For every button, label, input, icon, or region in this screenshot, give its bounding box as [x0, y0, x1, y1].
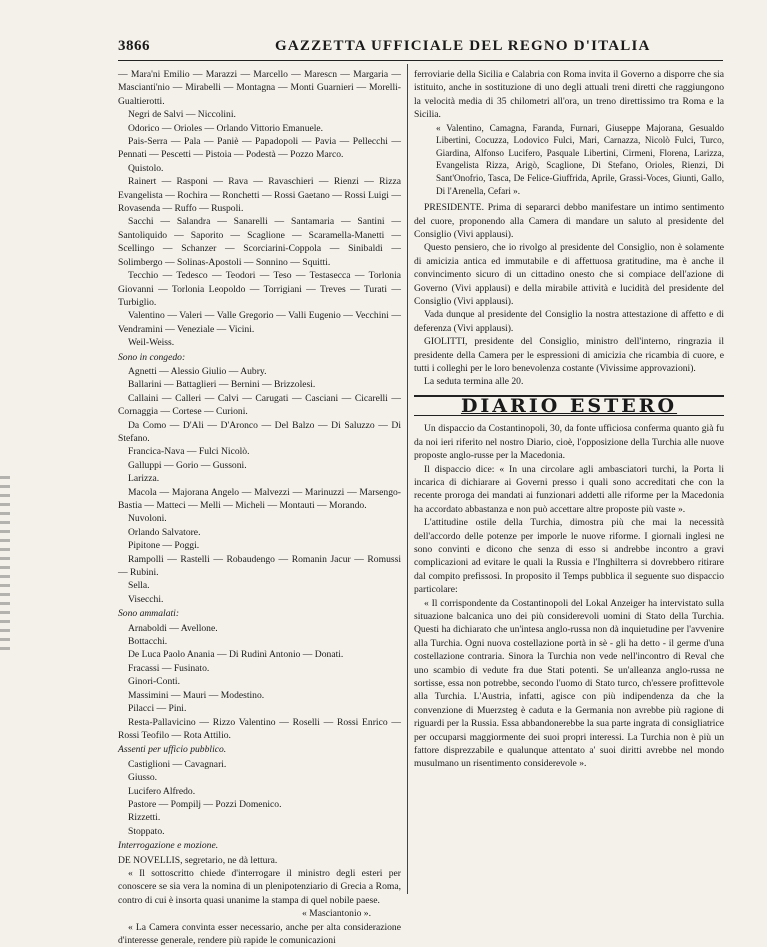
ammalati-line: Ginori-Conti.: [128, 676, 180, 688]
diario-paragraph: L'attitudine ostile della Turchia, dimostra più che mai la necessità dell'accordo delle potenze per imporle le nuove riforme. I giornali inglesi ne sono convinti e dicono che senza di esso si andrebbe incontro a gravi complicazioni ad evitare le quali la Russia e l'Inghilterra si dovrebbero ritirare dal compito prefissosi. In proposito il Temps pubblica il seguente suo dispaccio particolare:: [414, 517, 724, 596]
diario-paragraph: « Il corrispondente da Costantinopoli del Lokal Anzeiger ha intervistato sulla situazione balcanica uno dei più considerevoli uomini di Stato della Turchia. Questi ha dichiarato che un'intesa anglo-russa non dà inquietudine per l'avvenire alla Turchia. Ogni nuova costellazione portà in sè - gli ha detto - il germe d'una costellazione contraria. Sinora la Turchia non vede nell'incontro di Reval che uno scambio di vedute fra due Stati potenti. Se un'alleanza anglo-russa ne sortisse, essa non potrebbe, secondo l'uomo di Stato turco, ch'essere profittevole alla Turchia. L'Austria, infatti, agisce con più indipendenza da che la convenzione di Muerzsteg è caduta e la Germania non avrebbe più ragione di riguardi per la Russia. Essa abbandonerebbe la sua parte ingrata di consigliatrice per occuparsi maggiormente dei suoi propri interessi. La Turchia non è più un fattore disprezzabile e qualunque attentato a' suoi diritti avrebbe nel mondo musulmano un risentimento considerevole ».: [414, 597, 724, 770]
ammalati-line: Fracassi — Fusinato.: [128, 662, 210, 674]
president-paragraph: PRESIDENTE. Prima di separarci debbo manifestare un intimo sentimento del cuore, proponendo alla Camera di mandare un saluto al presidente del Consiglio (Vivi applausi).: [414, 202, 724, 240]
ammalati-line: Massimini — Mauri — Modestino.: [128, 689, 265, 701]
interrogazione-line: DE NOVELLIS, segretario, ne dà lettura.: [118, 854, 278, 866]
page-header: [0, 0, 767, 54]
ammalati-line: Pilacci — Pini.: [128, 703, 187, 715]
ammalati-line: Arnaboldi — Avellone.: [128, 622, 218, 634]
column-divider: [407, 64, 408, 894]
congedo-line: Callaini — Calleri — Calvi — Carugati — Casciani — Cicarelli — Cornaggia — Cortese — Curioni.: [118, 392, 401, 418]
congedo-line: Pipitone — Poggi.: [128, 540, 200, 552]
assenti-line: Lucifero Alfredo.: [128, 785, 196, 797]
name-list-line: Tecchio — Tedesco — Teodori — Teso — Testasecca — Torlonia Giovanni — Torlonia Leopoldo — Torrigiani — Treves — Turati — Turbiglio.: [118, 270, 401, 308]
session-closing: La seduta termina alle 20.: [424, 376, 524, 388]
assenti-line: Pastore — Pompilj — Pozzi Domenico.: [128, 798, 282, 810]
name-list-line: Valentino — Valeri — Valle Gregorio — Valli Eugenio — Vecchini — Vendramini — Veneziale — Vicini.: [118, 310, 401, 335]
congedo-line: Agnetti — Alessio Giulio — Aubry.: [128, 365, 267, 377]
name-list-line: Weil-Weiss.: [128, 337, 175, 349]
president-paragraph: GIOLITTI, presidente del Consiglio, ministro dell'interno, ringrazia il presidente della Camera per le espressioni di amicizia che ricambia di cuore, e tutti i colleghi per le loro benevolenza costante (Vivissime approvazioni).: [414, 336, 724, 375]
diario-paragraph: Il dispaccio dice: « In una circolare agli ambasciatori turchi, la Porta li incarica di dichiarare ai Governi presso i quali sono accreditati che con la recente proroga dei mandati ai funzionari addetti alle riforme per la Macedonia ha accordato abbastanza e non può accettare altre proposte più vaste ».: [414, 463, 724, 515]
interrogazione-line: « Il sottoscritto chiede d'interrogare il ministro degli esteri per conoscere se sia vera la nomina di un plenipotenziario di Grecia a Roma, contro di cui è insorta quasi unanime la stampa di quel nobile paese.: [118, 867, 401, 906]
ammalati-line: De Luca Paolo Anania — Di Rudinì Antonio — Donati.: [128, 649, 344, 661]
section-heading-congedo: Sono in congedo:: [118, 351, 186, 363]
congedo-line: Galluppi — Gorio — Gussoni.: [128, 459, 247, 471]
page-number: 3866: [118, 38, 150, 54]
congedo-line: Nuvoloni.: [128, 513, 167, 525]
motion-continuation: ferroviarie della Sicilia e Calabria con Roma invita il Governo a disporre che sia istituito, anche in sostituzione di uno degli attuali treni diretti che raggiungono la velocità media di 35 chilometri all'ora, un treno direttissimo tra Roma e la Sicilia.: [414, 69, 724, 121]
motion-signatories: « Valentino, Camagna, Faranda, Furnari, Giuseppe Majorana, Gesualdo Libertini, Cocuzza, Lodovico Fulci, Mari, Carnazza, Nicolò Fulci, Turco, Giardina, Alfonso Lucifero, Pasquale Libertini, Cirmeni, Florena, Larizza, Evangelista Rizza, Arigò, Scaglione, Di Stefano, Orioles, Rienzi, Di Sant'Onofrio, Tasca, De Felice-Giuffrida, Aprile, Grassi-Voces, Giunti, Gallo, Di l'Arenella, Cefari ».: [436, 122, 724, 196]
congedo-line: Da Como — D'Ali — D'Aronco — Del Balzo — Di Saluzzo — Di Stefano.: [118, 419, 401, 444]
assenti-line: Castiglioni — Cavagnari.: [128, 758, 227, 770]
name-list-line: Sacchi — Salandra — Sanarelli — Santamaria — Santini — Santoliquido — Saporito — Scaglione — Scaramella-Manetti — Scellingo — Schanzer — Scorciarini-Coppola — Sinibaldi — Solimbergo — Solinas-Apostoli — Sonnino — Squitti.: [118, 216, 401, 268]
congedo-line: Orlando Salvatore.: [128, 526, 201, 538]
ammalati-line: Resta-Pallavicino — Rizzo Valentino — Roselli — Rossi Enrico — Rossi Teofilo — Rota Attilio.: [118, 716, 401, 741]
name-list-line: Negri de Salvi — Niccolini.: [128, 109, 236, 121]
congedo-line: Visecchi.: [128, 593, 164, 605]
congedo-line: Larizza.: [128, 473, 160, 485]
interrogazione-line: « La Camera convinta esser necessario, anche per alta considerazione d'interesse generale, rendere più rapide le comunicazioni: [118, 921, 401, 946]
diario-paragraph: Un dispaccio da Costantinopoli, 30, da fonte ufficiosa conferma quanto già fu da noi ieri riferito nel nostro Diario, cioè, l'opposizione della Turchia alle nuove proposte anglo-russe per la Macedonia.: [414, 423, 724, 462]
assenti-line: Giusso.: [128, 772, 158, 784]
congedo-line: Sella.: [128, 580, 150, 592]
section-heading-ammalati: Sono ammalati:: [118, 608, 180, 620]
congedo-line: Rampolli — Rastelli — Robaudengo — Romanin Jacur — Romussi — Rubini.: [118, 553, 401, 579]
section-heading-assenti: Assenti per ufficio pubblico.: [118, 744, 227, 756]
left-column: [118, 68, 401, 946]
header-rule: [118, 60, 723, 61]
section-heading-interrogazione: Interrogazione e mozione.: [118, 840, 219, 852]
congedo-line: Macola — Majorana Angelo — Malvezzi — Marinuzzi — Marsengo-Bastia — Matteci — Melli — Micheli — Montauti — Morando.: [118, 486, 401, 511]
president-paragraph: Vada dunque al presidente del Consiglio la nostra attestazione di affetto e di deferenza (Vivi applausi).: [414, 309, 724, 334]
name-list-line: Rainert — Rasponi — Rava — Ravaschieri — Rienzi — Rizza Evangelista — Rochira — Ronchetti — Rossi Gaetano — Rossi Luigi — Rovasenda — Ruffo — Ruspoli.: [118, 176, 401, 215]
scan-edge-mark: [0, 470, 10, 650]
name-list-line: Quistolo.: [128, 162, 164, 174]
interrogazione-signature: « Masciantonio ».: [301, 908, 371, 920]
running-title: GAZZETTA UFFICIALE DEL REGNO D'ITALIA: [275, 38, 651, 54]
right-column: [414, 68, 724, 893]
assenti-line: Stoppato.: [128, 825, 165, 837]
name-list-line: Odorico — Orioles — Orlando Vittorio Emanuele.: [128, 122, 324, 134]
congedo-line: Francica-Nava — Fulci Nicolò.: [128, 446, 250, 458]
congedo-line: Ballarini — Battaglieri — Bernini — Brizzolesi.: [128, 379, 316, 391]
name-list-line: — Mara'ni Emilio — Marazzi — Marcello — Marescn — Margaria — Mascianti'nio — Mirabelli — Montagna — Monti Guarnieri — Morelli-Gualtierotti.: [118, 69, 401, 107]
name-list-line: Pais-Serra — Pala — Paniè — Papadopoli — Pavia — Pellecchi — Pennati — Pescetti — Pistoia — Podestà — Pozzo Marco.: [118, 136, 401, 161]
president-paragraph: Questo pensiero, che io rivolgo al presidente del Consiglio, non è solamente di amicizia antica ed immutabile e di affettuosa gratitudine, ma è anche il convincimento sicuro di un cittadino onesto che si compiace dell'azione di Governo (Vivi applausi) e della mirabile attività e lucidità del presidente del Consiglio (Vivi applausi).: [414, 242, 724, 308]
assenti-line: Rizzetti.: [128, 812, 161, 824]
section-title-diario-estero: DIARIO ESTERO: [414, 395, 724, 416]
ammalati-line: Bottacchi.: [128, 636, 168, 648]
